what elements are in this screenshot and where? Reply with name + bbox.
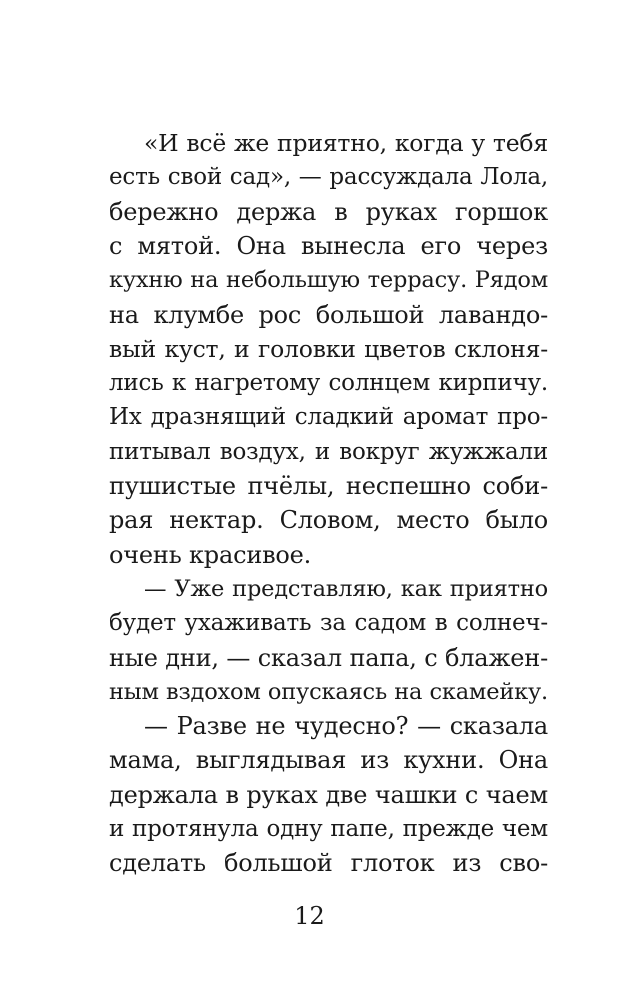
text-line: бережно держа в руках горшок: [109, 197, 548, 226]
text-line: — Уже представляю, как приятно: [144, 575, 548, 602]
text-line: сделать большой глоток из сво-: [109, 849, 548, 878]
text-line: и протянула одну папе, прежде чем: [109, 816, 548, 842]
text-line: кухню на небольшую террасу. Рядом: [109, 267, 548, 294]
text-line: лись к нагретому солнцем кирпичу.: [109, 370, 548, 397]
text-line: с мятой. Она вынесла его через: [109, 231, 548, 260]
page-number: 12: [294, 902, 325, 930]
text-line: есть свой сад», — рассуждала Лола,: [109, 164, 548, 191]
text-line: на клумбе рос большой лавандо-: [109, 300, 548, 329]
text-line: будет ухаживать за садом в солнеч-: [109, 610, 548, 637]
text-line: питывал воздух, и вокруг жужжали: [109, 438, 548, 465]
text-line: «И всё же приятно, когда у тебя: [144, 129, 548, 157]
text-line: вый куст, и головки цветов склоня-: [109, 334, 548, 363]
text-line: — Разве не чудесно? — сказала: [144, 712, 548, 741]
text-line: ным вздохом опускаясь на скамейку.: [109, 678, 548, 705]
text-line: пушистые пчёлы, неспешно соби-: [109, 472, 548, 500]
text-line: ные дни, — сказал папа, с блажен-: [109, 643, 548, 672]
text-line: мама, выглядывая из кухни. Она: [109, 746, 548, 775]
text-line: рая нектар. Словом, место было: [109, 506, 548, 535]
text-line: держала в руках две чашки с чаем: [109, 780, 548, 809]
text-line: очень красивое.: [109, 540, 312, 569]
text-line: Их дразнящий сладкий аромат про-: [109, 404, 548, 431]
